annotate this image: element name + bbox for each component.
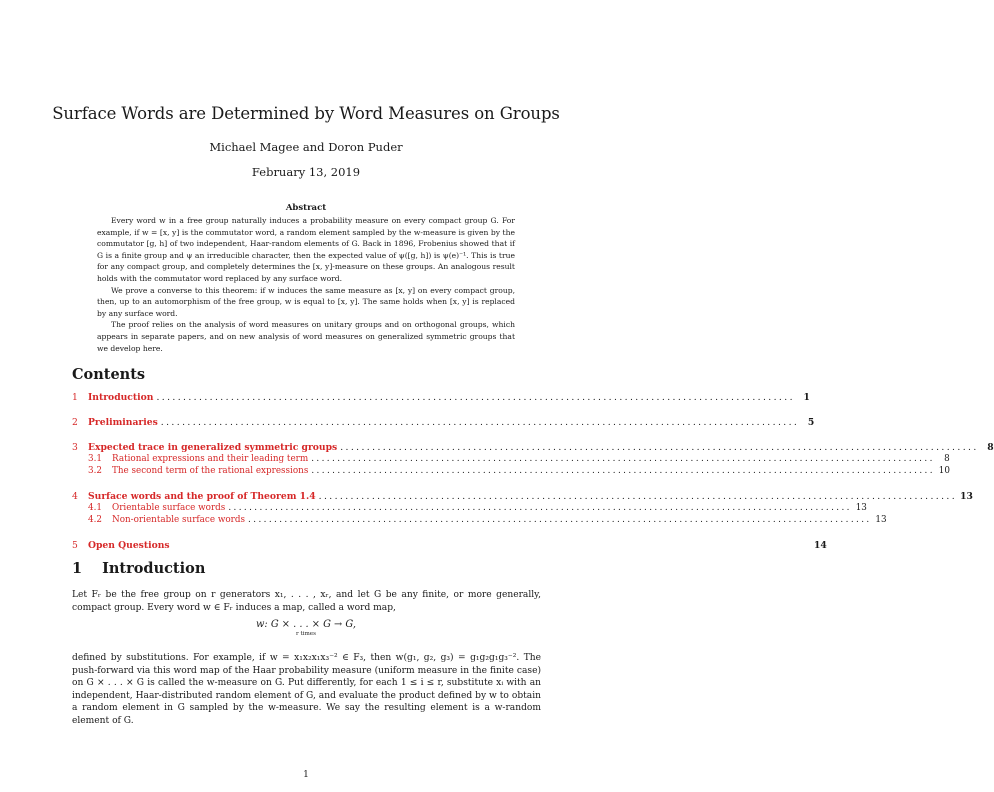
toc-leader: ........................................................................................................................	[228, 503, 852, 513]
formula-underbrace-label: r times	[296, 631, 316, 637]
formula-text: w: G × . . . × G → G,	[256, 619, 356, 630]
toc-section-number: 4	[72, 491, 78, 502]
abstract-paragraph: We prove a converse to this theorem: if w induces the same measure as [x, y] on every compact group, then, up to an automorphism of the free group, w is equal to [x, y]. The same holds when [x, y] is replaced by any surface word.	[97, 285, 515, 318]
toc-leader: ........................................................................................................................	[311, 454, 935, 464]
abstract-paragraph: Every word w in a free group naturally induces a probability measure on every compact group G. For example, if w = [x, y] is the commutator word, a random element sampled by the w-measure is given by the commutator [g, h] of two independent, Haar-random elements of G. Back in 1896, Frobenius showed that if G is a finite group and ψ an irreducible character, then the expected value of ψ([g, h]) is ψ(e)⁻¹. This is true for any compact group, and completely determines the [x, y]-measure on these groups. An analogous result holds with the commutator word replaced by any surface word.	[97, 216, 515, 283]
toc-page-number: 1	[803, 392, 810, 403]
toc-page-number: 13	[855, 503, 867, 513]
toc-section-link[interactable]: Expected trace in generalized symmetric groups	[88, 442, 338, 453]
toc-subsection-4-1[interactable]	[72, 503, 867, 515]
toc-subsection-number: 3.1	[88, 454, 102, 464]
abstract-body	[97, 215, 515, 354]
toc-section-link[interactable]: Introduction	[88, 392, 154, 403]
toc-section-5[interactable]	[72, 540, 827, 552]
toc-subsection-3-2[interactable]	[72, 466, 950, 478]
toc-section-link[interactable]: Surface words and the proof of Theorem 1.4	[88, 491, 316, 502]
toc-section-number: 1	[72, 392, 78, 403]
toc-subsection-number: 3.2	[88, 466, 102, 476]
section-heading-introduction	[72, 560, 205, 577]
toc-subsection-link[interactable]: Rational expressions and their leading term	[112, 454, 309, 464]
toc-page-number: 13	[960, 491, 973, 502]
word-map-formula	[0, 619, 612, 637]
toc-subsection-link[interactable]: Non-orientable surface words	[112, 515, 246, 525]
abstract-heading: Abstract	[285, 203, 327, 213]
toc-leader: ........................................................................................................................	[311, 466, 935, 476]
section-title: Introduction	[102, 560, 206, 577]
toc-section-link[interactable]: Preliminaries	[88, 417, 158, 428]
toc-subsection-4-2[interactable]	[72, 515, 887, 527]
toc-section-number: 5	[72, 540, 78, 551]
toc-leader: ........................................................................................................................	[340, 442, 979, 453]
table-of-contents	[72, 392, 994, 552]
toc-subsection-3-1[interactable]	[72, 454, 950, 466]
toc-section-4[interactable]	[72, 491, 973, 503]
toc-leader: ........................................................................................................................	[248, 515, 872, 525]
abstract-paragraph: The proof relies on the analysis of word measures on unitary groups and on orthogonal groups, which appears in separate papers, and on new analysis of word measures on generalized symmetric groups that we develop here.	[97, 320, 515, 353]
toc-subsection-number: 4.2	[88, 515, 102, 525]
toc-leader: ........................................................................................................................	[156, 392, 795, 403]
paper-authors: Michael Magee and Doron Puder	[209, 140, 403, 154]
toc-subsection-number: 4.1	[88, 503, 102, 513]
toc-subsection-link[interactable]: The second term of the rational expressions	[112, 466, 309, 476]
paper-title: Surface Words are Determined by Word Measures on Groups	[52, 104, 560, 123]
page-number: 1	[303, 770, 309, 780]
toc-section-3[interactable]	[72, 442, 994, 454]
intro-paragraph: Let Fᵣ be the free group on r generators x₁, . . . , xᵣ, and let G be any finite, or more generally, compact group. Every word w ∈ Fᵣ induces a map, called a word map,	[72, 590, 541, 613]
toc-leader: ........................................................................................................................	[160, 417, 800, 428]
toc-leader: ........................................................................................................................	[318, 491, 958, 502]
toc-subsection-link[interactable]: Orientable surface words	[112, 503, 226, 513]
toc-section-number: 2	[72, 417, 78, 428]
toc-section-1[interactable]	[72, 392, 810, 404]
toc-section-link[interactable]: Open Questions	[88, 540, 170, 551]
contents-heading: Contents	[72, 366, 146, 383]
toc-section-number: 3	[72, 442, 78, 453]
toc-page-number: 14	[814, 540, 827, 551]
toc-section-2[interactable]	[72, 417, 815, 429]
toc-page-number: 8	[944, 454, 950, 464]
paper-date: February 13, 2019	[251, 165, 361, 179]
toc-page-number: 8	[987, 442, 994, 453]
toc-page-number: 13	[875, 515, 887, 525]
intro-paragraph: defined by substitutions. For example, if w = x₁x₂x₁x₃⁻² ∈ F₃, then w(g₁, g₂, g₃) = g₁g₂g₁g₃⁻². The push-forward via this word map of the Haar probability measure (uniform measure in the finite case) on G × . . . × G is called the w-measure on G. Put differently, for each 1 ≤ i ≤ r, substitute xᵢ with an independent, Haar-distributed random element of G, and evaluate the product defined by w to obtain a random element in G sampled by the w-measure. We say the resulting element is a w-random element of G.	[72, 653, 541, 726]
section-number: 1	[72, 560, 83, 577]
toc-page-number: 5	[807, 417, 815, 428]
toc-page-number: 10	[938, 466, 950, 476]
